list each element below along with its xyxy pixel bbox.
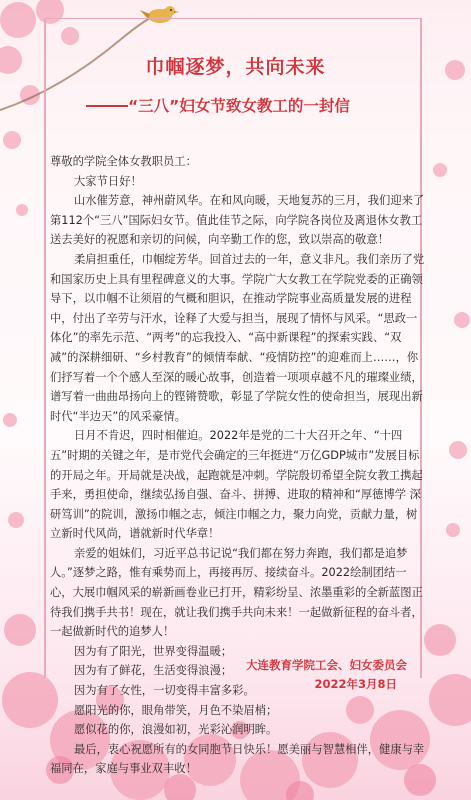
paragraph: 山水催芳意，神州蔚风华。在和风向暖，天地复苏的三月，我们迎来了第112个“三八”国际妇女节。值此佳节之际，向学院各岗位及离退休女教工送去美好的祝愿和亲切的问候，向辛勤工作的您，致以崇高的敬意！: [50, 194, 425, 247]
paragraph: 柔肩担重任，巾帼绽芳华。回首过去的一年，意义非凡。我们亲历了党和国家历史上具有里程碑意义的大事。学院广大女教工在学院党委的正确领导下，以巾帼不让须眉的气概和胆识，在推动学院事业高质量发展的进程中，付出了辛劳与汗水，诠释了大爱与担当，展现了情怀与风采。“思政一体化”的率先示范、“两考”的忘我投入、“高中新课程”的探索实践、“双减”的深耕细研、“乡村教育”的倾情奉献、“疫情防控”的迎难而上……，你们抒写着一个个感人至深的暖心故事，创造着一项项卓越不凡的璀璨业绩，谱写着一曲曲昂扬向上的铿锵赞歌，彰显了学院女性的使命担当，展现出新时代“半边天”的风采豪情。: [50, 252, 425, 423]
verse-line: 愿似花的你，浪漫如初，光彩沁润明眸。: [74, 723, 278, 737]
paragraph: 日月不肯迟，四时相催迫。2022年是党的二十大召开之年、“十四五”时期的关键之年，是市党代会确定的三年挺进“万亿GDP城市”发展目标的开局之年。开局就是决战，起跑就是冲刺。学院殷切希望全院女教工携起手来，勇担使命，继续弘扬自强、奋斗、拼搏、进取的精神和“厚德博学 深研笃训”的院训，激扬巾帼之志，倾注巾帼之力，聚力向党，贡献力量，树立新时代风尚，谱就新时代华章！: [50, 429, 423, 541]
page-title: 巾帼逐梦，共向未来: [145, 56, 326, 78]
subtitle-dash: [86, 105, 128, 107]
verse-line: 愿阳光的你，眼角带笑，月色不染眉梢；: [74, 703, 278, 717]
verse-line: 因为有了女性，一切变得丰富多彩。: [74, 684, 255, 698]
date: 2022年3月8日: [314, 677, 397, 691]
page-subtitle: “三八”妇女节致女教工的一封信: [128, 97, 350, 115]
greeting: 大家节日好！: [74, 174, 142, 188]
paragraph: 亲爱的姐妹们，习近平总书记说“我们都在努力奔跑，我们都是追梦人。”逐梦之路，惟有乘势而上，再接再厉、接续奋斗。2022绘制团结一心，大展巾帼风采的崭新画卷业已打开，精彩纷呈、浓墨重彩的全新蓝图正待我们携手共书！现在，就让我们携手共向未来！一起做新征程的奋斗者，一起做新时代的追梦人！: [50, 546, 423, 639]
signature: 大连教育学院工会、妇女委员会: [246, 658, 407, 672]
verse-line: 因为有了阳光，世界变得温暖；: [74, 644, 233, 658]
verse-line: 因为有了鲜花，生活变得浪漫；: [74, 664, 233, 678]
salutation: 尊敬的学院全体女教职员工：: [50, 155, 197, 168]
closing: 最后，衷心祝愿所有的女同胞节日快乐！愿美丽与智慧相伴，健康与幸福同在，家庭与事业双丰收！: [50, 742, 425, 776]
frame-left-border: [44, 18, 46, 678]
